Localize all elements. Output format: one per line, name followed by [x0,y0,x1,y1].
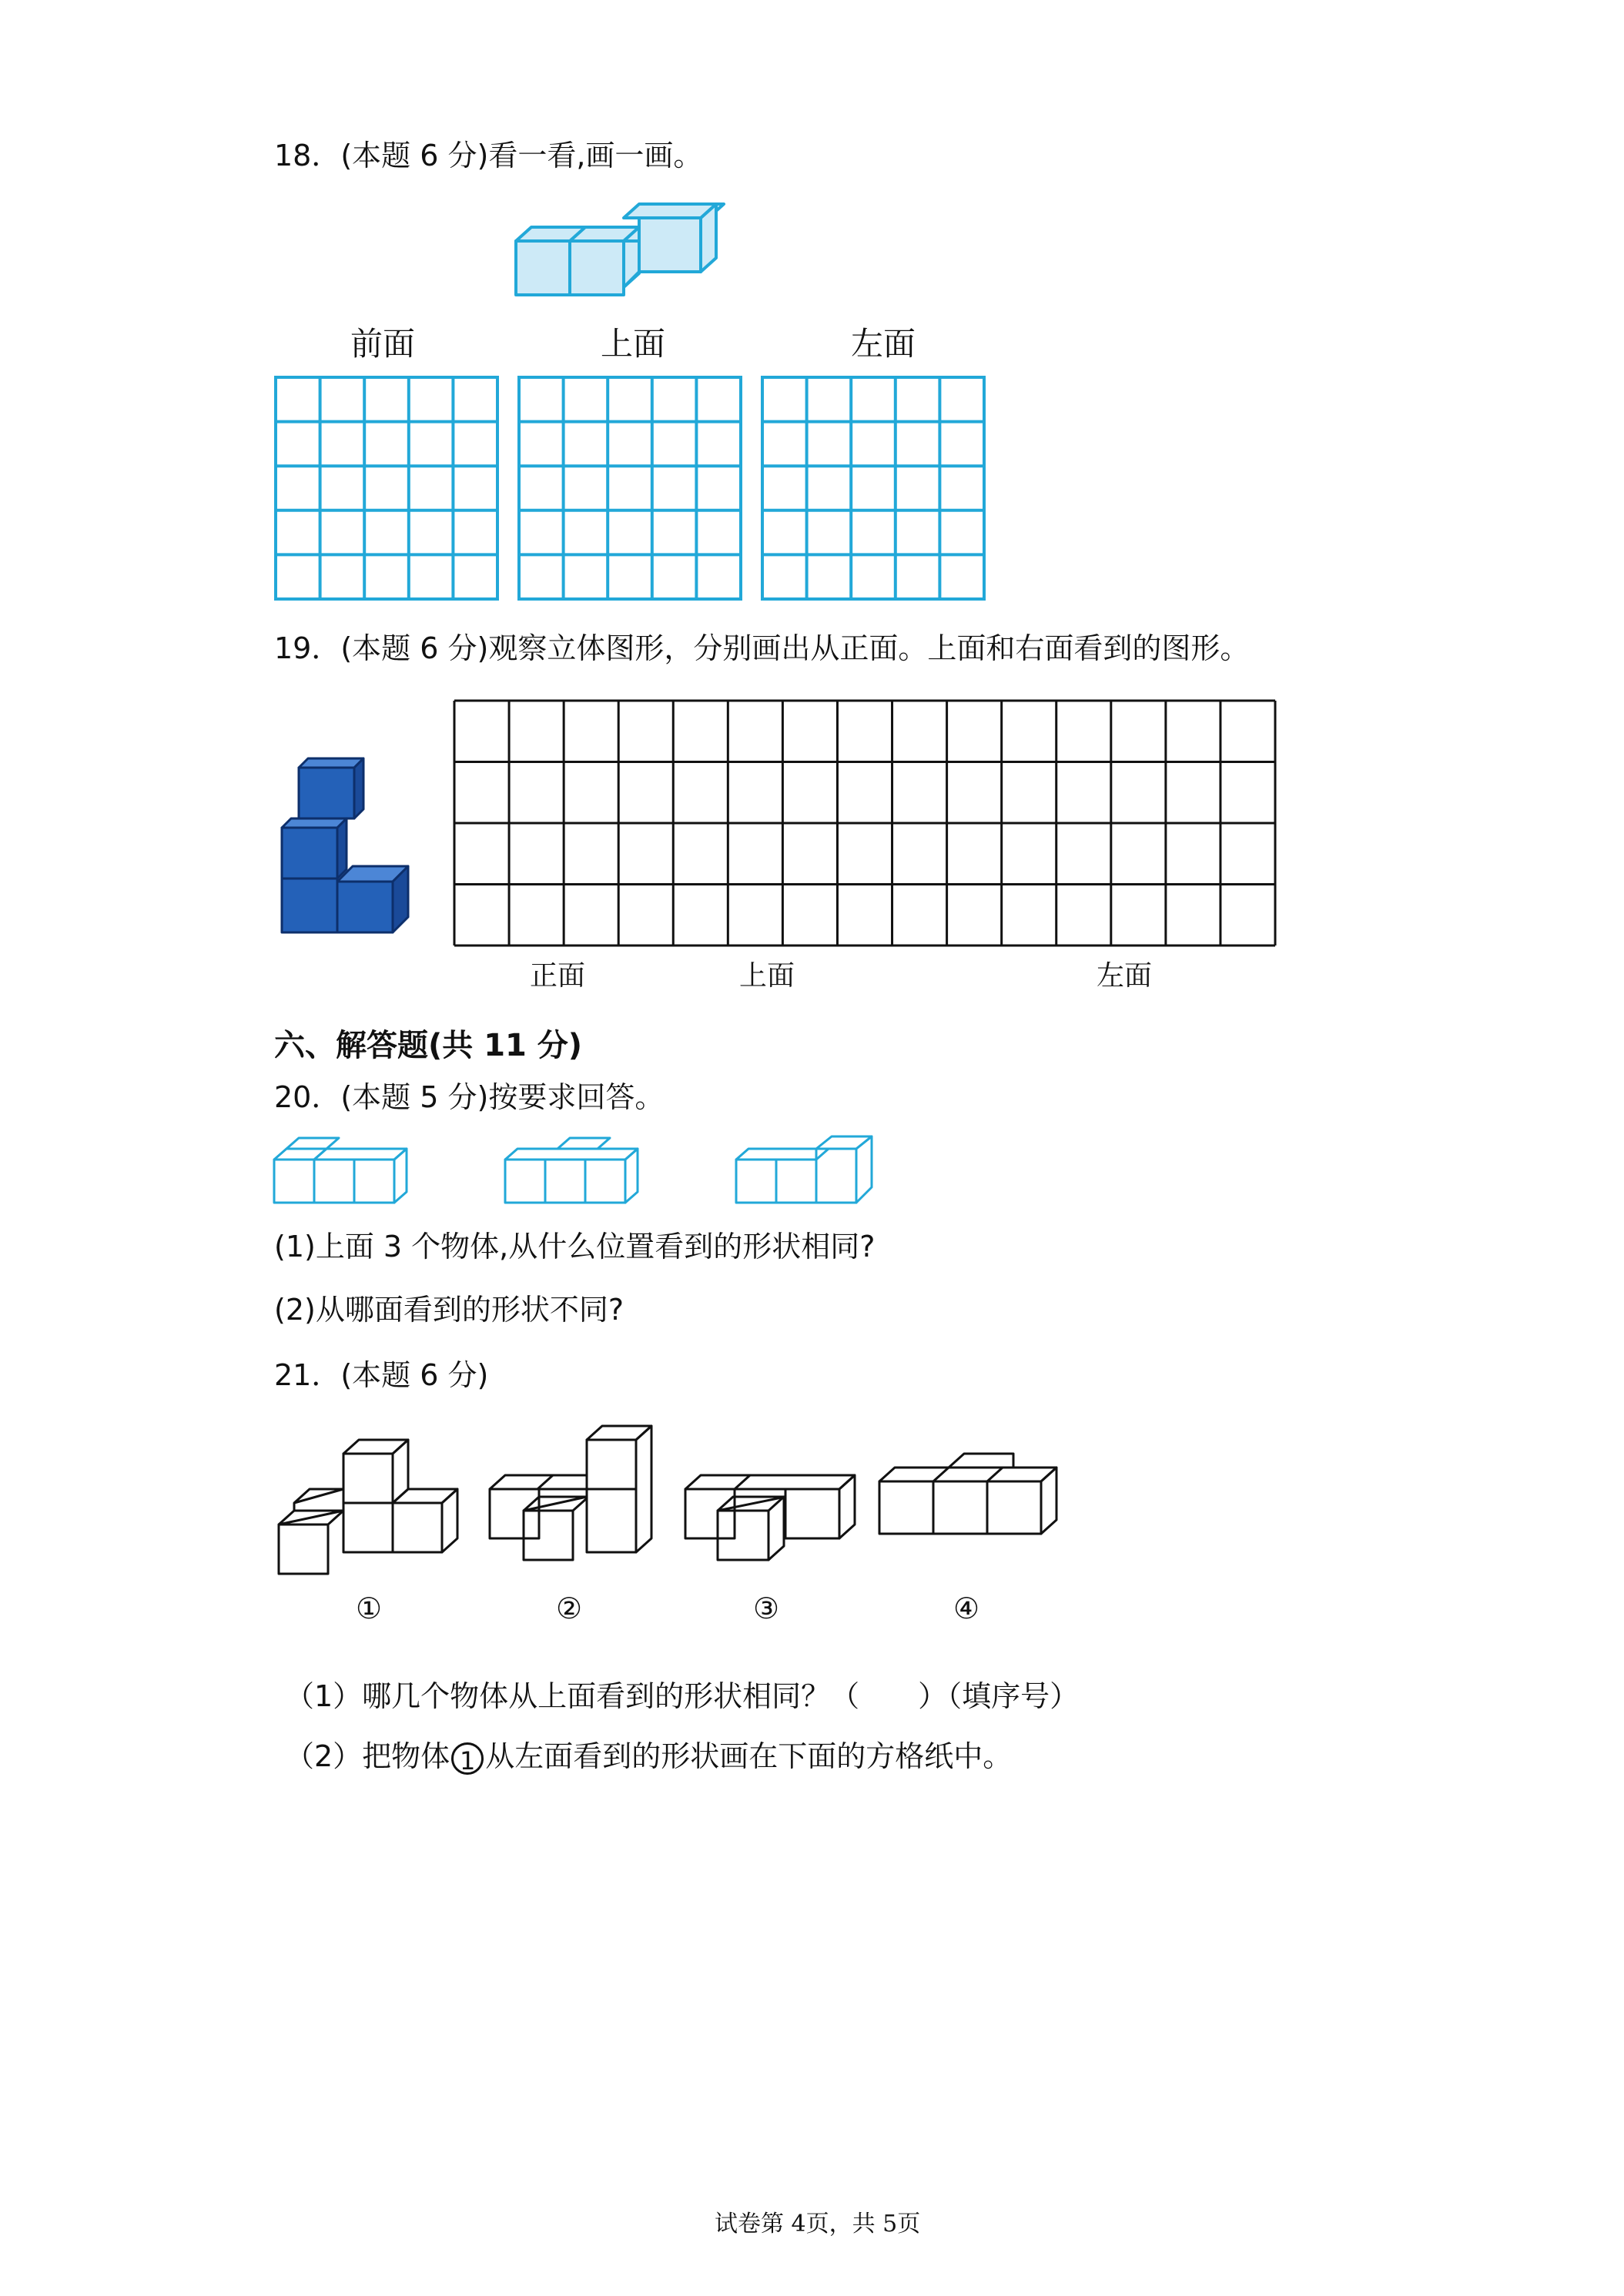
q21-figure-label-3: ③ [753,1591,780,1625]
q19-text: 19．(本题 6 分)观察立体图形，分别画出从正面。上面和右面看到的图形。 [274,631,1250,665]
q18-label-left: 左面 [851,325,916,363]
q20-sub1: (1)上面 3 个物体,从什么位置看到的形状相同? [274,1230,876,1263]
q18-grid-top[interactable] [517,376,742,601]
q20-figure-1 [273,1135,411,1206]
section-title: 六、解答题(共 11 分) [274,1028,583,1063]
q20-figure-3 [735,1135,889,1206]
q18-label-front: 前面 [350,325,416,363]
q19-label-left: 左面 [1097,960,1153,992]
q20-sub2: (2)从哪面看到的形状不同? [274,1293,624,1327]
q21-sub1: （1）哪几个物体从上面看到的形状相同？（ ）（填序号） [285,1679,1080,1713]
q21-figure-1 [273,1431,465,1577]
q21-figure-label-4: ④ [953,1591,980,1625]
q18-grid-left[interactable] [761,376,986,601]
q18-cube-figure [508,196,732,304]
q21-sub2 [285,1739,1013,1776]
q19-label-top: 上面 [739,960,795,992]
q20-figure-2 [504,1135,642,1206]
q21-sub2-before: （2）把物体 [285,1739,450,1773]
q21-figure-label-2: ② [556,1591,583,1625]
q21-figure-4 [878,1451,1063,1551]
q18-grid-front[interactable] [274,376,499,601]
q19-blue-cube-figure [277,751,424,943]
q20-text: 20．(本题 5 分)按要求回答。 [274,1080,665,1114]
q21-sub2-circled-number: 1 [451,1742,484,1775]
q21-sub2-after: 从左面看到的形状画在下面的方格纸中。 [485,1739,1013,1773]
q18-text: 18．(本题 6 分)看一看,画一画。 [274,139,703,172]
q21-figure-2 [484,1423,676,1577]
page-footer: 试卷第 4页，共 5页 [715,2211,921,2237]
q19-answer-grid[interactable] [453,699,1277,947]
q21-text: 21．(本题 6 分) [274,1358,489,1392]
q21-figure-label-1: ① [356,1591,383,1625]
q21-figure-3 [684,1469,861,1577]
q18-label-top: 上面 [601,325,666,363]
q19-label-front: 正面 [530,960,586,992]
